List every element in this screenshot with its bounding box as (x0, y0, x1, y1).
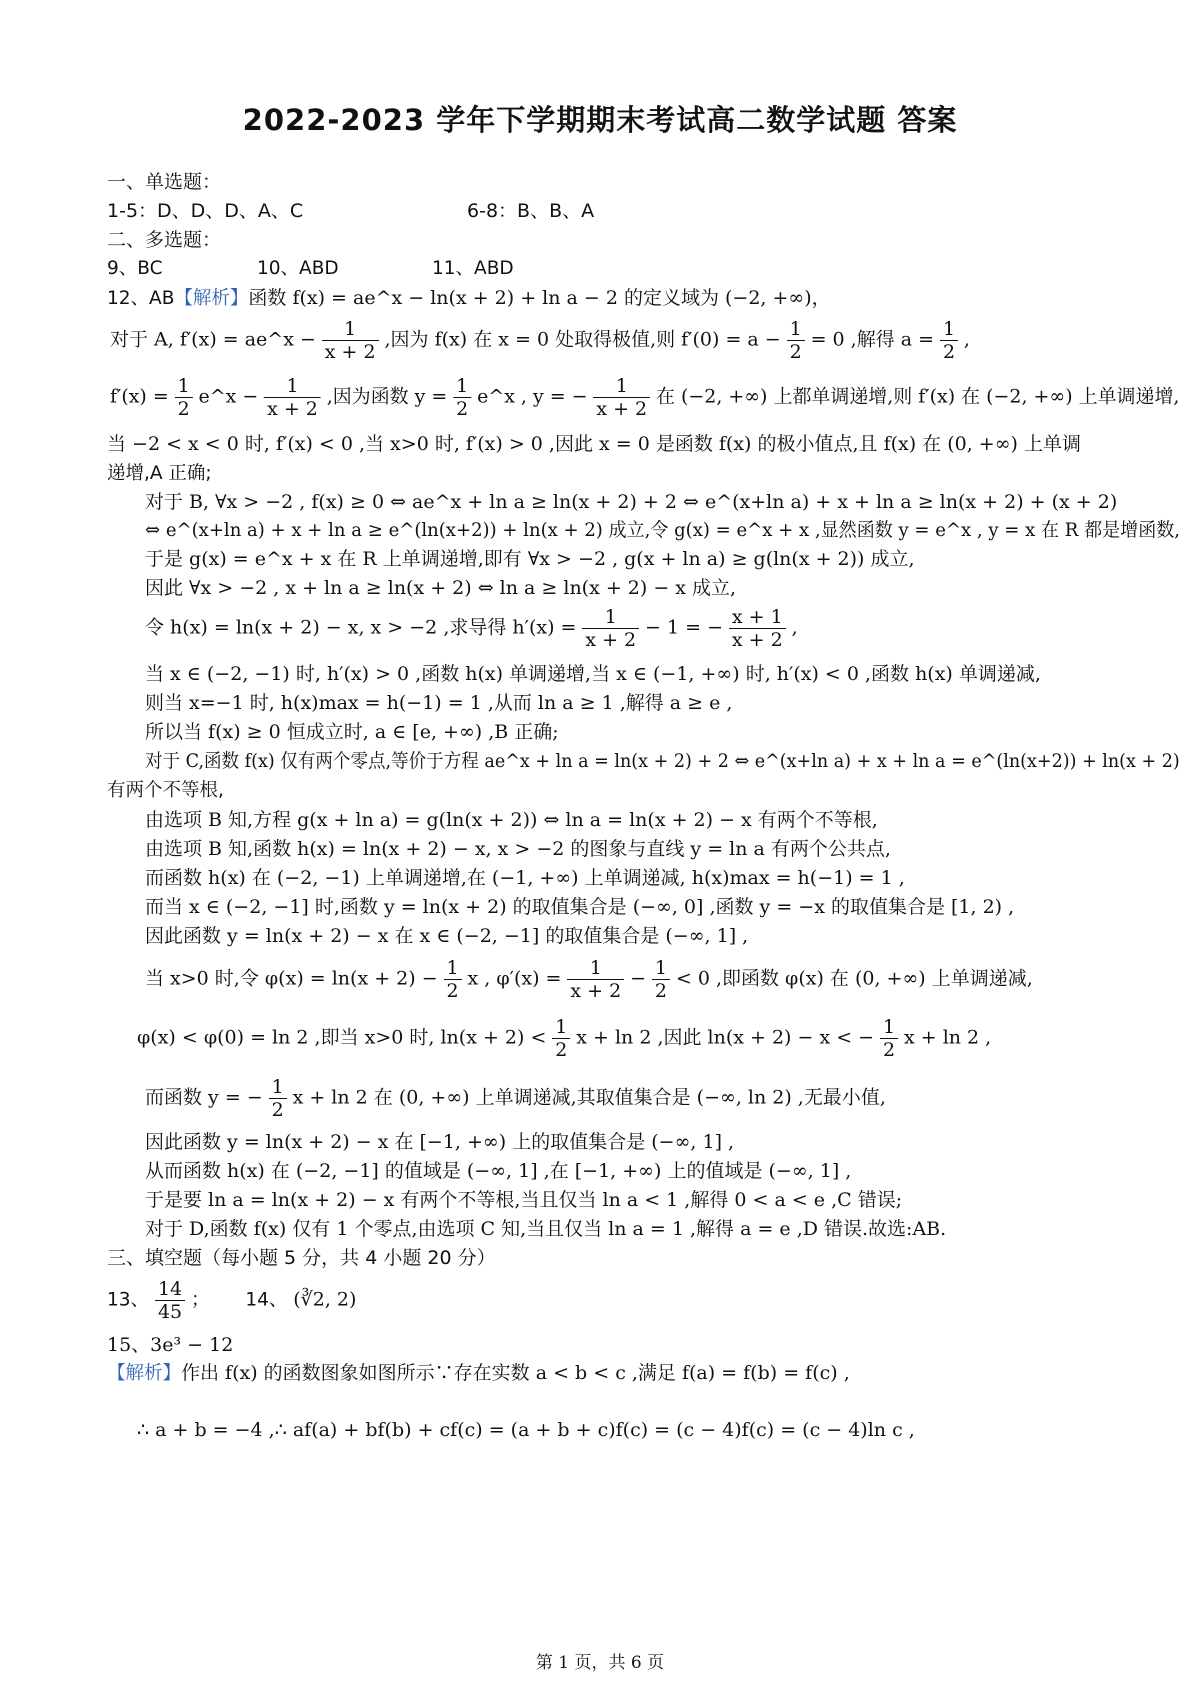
q12-line2: 对于 A, f′(x) = ae^x − $\frac{1}{x + 2}$ ,因为 f(x) 在 x = 0 处取得极值,则 f′(0) = a − $\frac{1}{2}$ = 0 ,解得 a = $\frac{1}{2}$ , (110, 318, 970, 363)
answer-q10: 10、ABD (257, 258, 339, 279)
q12-line17: 由选项 B 知,函数 h(x) = ln(x + 2) − x, x > −2 的图象与直线 y = ln a 有两个公共点, (145, 838, 891, 860)
q12-line22: φ(x) < φ(0) = ln 2 ,即当 x>0 时, ln(x + 2) < $\frac{1}{2}$ x + ln 2 ,因此 ln(x + 2) − x < − $\frac{1}{2}$ x + ln 2 , (137, 1016, 992, 1061)
q12-line3: f′(x) = $\frac{1}{2}$ e^x − $\frac{1}{x + 2}$ ,因为函数 y = $\frac{1}{2}$ e^x , y = − $\frac{1}{x + 2}$ 在 (−2, +∞) 上都单调递增,则 f′(x) 在 (−2, +∞) 上单调递增, (110, 375, 1180, 420)
fraction: $\frac{1}{x + 2}$ (322, 318, 379, 363)
fraction: $\frac{x + 1}{x + 2}$ (729, 606, 786, 651)
fraction: $\frac{1}{2}$ (444, 957, 462, 1002)
fraction: $\frac{1}{2}$ (652, 957, 670, 1002)
fraction: $\frac{1}{x + 2}$ (593, 375, 650, 420)
q12-line7: ⇔ e^(x+ln a) + x + ln a ≥ e^(ln(x+2)) + ln(x + 2) 成立,令 g(x) = e^x + x ,显然函数 y = e^x , y = x 在 R 都是增函数, (145, 519, 1181, 541)
single-answers-6-8: 6-8：B、B、A (467, 200, 595, 222)
q13-q14-line: 13、 $\frac{14}{45}$ ； 14、 (∛2, 2) (107, 1278, 357, 1323)
q12-line21: 当 x>0 时,令 φ(x) = ln(x + 2) − $\frac{1}{2}$ x , φ′(x) = $\frac{1}{x + 2}$ − $\frac{1}{2}$ < 0 ,即函数 φ(x) 在 (0, +∞) 上单调递减, (145, 957, 1033, 1002)
answer-q11: 11、ABD (432, 258, 514, 279)
fraction: $\frac{1}{2}$ (880, 1016, 898, 1061)
fraction: $\frac{1}{2}$ (453, 375, 471, 420)
q15-line2: ∴ a + b = −4 ,∴ af(a) + bf(b) + cf(c) = (a + b + c)f(c) = (c − 4)f(c) = (c − 4)ln c , (137, 1419, 915, 1441)
q13-answer-fraction: $\frac{14}{45}$ (155, 1278, 185, 1323)
q12-line19: 而当 x ∈ (−2, −1] 时,函数 y = ln(x + 2) 的取值集合是 (−∞, 0] ,函数 y = −x 的取值集合是 [1, 2) , (145, 896, 1015, 918)
page-title: 2022-2023 学年下学期期末考试高二数学试题 答案 (242, 103, 958, 137)
q12-line20: 因此函数 y = ln(x + 2) − x 在 x ∈ (−2, −1] 的取值集合是 (−∞, 1] , (145, 925, 749, 947)
fraction: $\frac{1}{2}$ (552, 1016, 570, 1061)
fraction: $\frac{1}{2}$ (269, 1076, 287, 1121)
q12-label: 12、AB (107, 288, 175, 309)
q12-line6: 对于 B, ∀x > −2 , f(x) ≥ 0 ⇔ ae^x + ln a ≥ ln(x + 2) + 2 ⇔ e^(x+ln a) + x + ln a ≥ ln(x + 2) + (x + 2) (145, 491, 1118, 513)
fraction: $\frac{1}{x + 2}$ (264, 375, 321, 420)
q12-line8: 于是 g(x) = e^x + x 在 R 上单调递增,即有 ∀x > −2 , g(x + ln a) ≥ g(ln(x + 2)) 成立, (145, 548, 915, 570)
q12-line4: 当 −2 < x < 0 时, f′(x) < 0 ,当 x>0 时, f′(x) > 0 ,因此 x = 0 是函数 f(x) 的极小值点,且 f(x) 在 (0, +∞) 上单调 (107, 433, 1082, 455)
q12-line5: 递增,A 正确; (107, 463, 212, 484)
q12-line14: 对于 C,函数 f(x) 仅有两个零点,等价于方程 ae^x + ln a = ln(x + 2) + 2 ⇔ e^(x+ln a) + x + ln a = e^(ln(x+2)) + ln(x + 2) (145, 750, 1180, 772)
fraction: $\frac{1}{x + 2}$ (567, 957, 624, 1002)
answer-q9: 9、BC (107, 258, 163, 279)
q12-text: 函数 f(x) = ae^x − ln(x + 2) + ln a − 2 的定义域为 (−2, +∞)， (248, 287, 831, 309)
q12-line24: 因此函数 y = ln(x + 2) − x 在 [−1, +∞) 上的取值集合是 (−∞, 1] , (145, 1131, 735, 1153)
fraction: $\frac{1}{2}$ (787, 318, 805, 363)
q12-line12: 则当 x=−1 时, h(x)max = h(−1) = 1 ,从而 ln a ≥ 1 ,解得 a ≥ e , (145, 692, 733, 714)
q12-line11: 当 x ∈ (−2, −1) 时, h′(x) > 0 ,函数 h(x) 单调递增,当 x ∈ (−1, +∞) 时, h′(x) < 0 ,函数 h(x) 单调递减, (145, 663, 1041, 685)
q15-line1: 【解析】作出 f(x) 的函数图象如图所示∵存在实数 a < b < c ,满足 f(a) = f(b) = f(c) , (107, 1362, 850, 1384)
fraction: $\frac{1}{2}$ (175, 375, 193, 420)
q14-answer: (∛2, 2) (293, 1288, 357, 1311)
fraction: $\frac{1}{x + 2}$ (582, 606, 639, 651)
q12-line1 (107, 286, 831, 311)
multi-choice-header: 二、多选题： (107, 229, 222, 251)
q12-line16: 由选项 B 知,方程 g(x + ln a) = g(ln(x + 2)) ⇔ ln a = ln(x + 2) − x 有两个不等根, (145, 809, 878, 831)
q12-line27: 对于 D,函数 f(x) 仅有 1 个零点,由选项 C 知,当且仅当 ln a = 1 ,解得 a = e ,D 错误.故选:AB. (145, 1218, 947, 1240)
q12-line18: 而函数 h(x) 在 (−2, −1) 上单调递增,在 (−1, +∞) 上单调递减, h(x)max = h(−1) = 1 , (145, 867, 905, 889)
q15-answer: 15、3e³ − 12 (107, 1334, 234, 1356)
analysis-tag: 【解析】 (174, 288, 249, 309)
q12-line15: 有两个不等根, (107, 780, 224, 801)
single-answers-1-5: 1-5：D、D、D、A、C (107, 200, 304, 222)
q12-line10: 令 h(x) = ln(x + 2) − x, x > −2 ,求导得 h′(x) = $\frac{1}{x + 2}$ − 1 = − $\frac{x + 1}{x + 2}$ , (145, 606, 798, 651)
q14-label: 14、 (245, 1289, 288, 1311)
fill-blank-header: 三、填空题（每小题 5 分，共 4 小题 20 分） (107, 1247, 496, 1269)
single-choice-header: 一、单选题： (107, 171, 222, 193)
q12-line26: 于是要 ln a = ln(x + 2) − x 有两个不等根,当且仅当 ln a < 1 ,解得 0 < a < e ,C 错误; (145, 1189, 903, 1211)
q13-label: 13、 (107, 1289, 150, 1311)
fraction: $\frac{1}{2}$ (940, 318, 958, 363)
page-footer: 第 1 页，共 6 页 (535, 1653, 665, 1673)
analysis-tag: 【解析】 (107, 1363, 182, 1384)
q12-line13: 所以当 f(x) ≥ 0 恒成立时, a ∈ [e, +∞) ,B 正确; (145, 721, 559, 743)
q12-line23: 而函数 y = − $\frac{1}{2}$ x + ln 2 在 (0, +∞) 上单调递减,其取值集合是 (−∞, ln 2) ,无最小值, (145, 1076, 886, 1121)
q12-line9: 因此 ∀x > −2 , x + ln a ≥ ln(x + 2) ⇔ ln a ≥ ln(x + 2) − x 成立, (145, 577, 737, 599)
q12-line25: 从而函数 h(x) 在 (−2, −1] 的值域是 (−∞, 1] ,在 [−1, +∞) 上的值域是 (−∞, 1] , (145, 1160, 852, 1182)
